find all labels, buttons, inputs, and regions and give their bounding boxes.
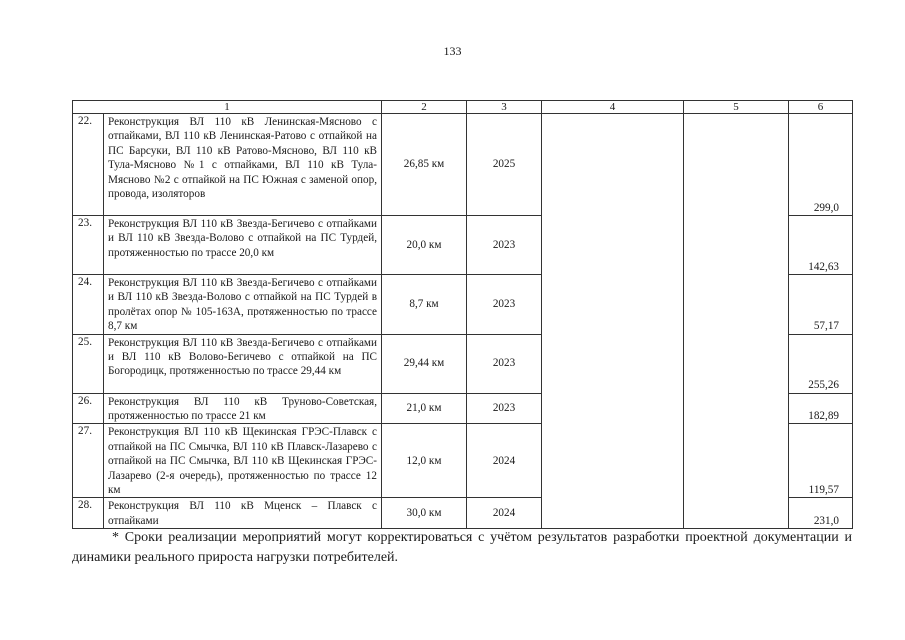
header-col-5: 5 xyxy=(684,101,789,114)
row-value: 119,57 xyxy=(789,424,853,498)
row-number: 26. xyxy=(73,393,104,424)
row-length: 26,85 км xyxy=(382,114,467,216)
row-number: 25. xyxy=(73,334,104,393)
row-length: 8,7 км xyxy=(382,275,467,335)
row-number: 27. xyxy=(73,424,104,498)
row-year: 2023 xyxy=(467,216,542,275)
header-col-6: 6 xyxy=(789,101,853,114)
table-header-row xyxy=(73,101,853,114)
footnote: * Сроки реализации мероприятий могут корректироваться с учётом результатов разработки проектной документации и динамики реального прироста нагрузки потребителей. xyxy=(72,530,852,565)
row-year: 2025 xyxy=(467,114,542,216)
row-year: 2024 xyxy=(467,498,542,529)
page-number: 133 xyxy=(443,44,462,58)
row-description: Реконструкция ВЛ 110 кВ Ленинская-Мясново с отпайками, ВЛ 110 кВ Ленинская-Ратово с отпайкой на ПС Барсуки, ВЛ 110 кВ Ратово-Мясново, ВЛ 110 кВ Тула-Мясново №1 с отпайками, ВЛ 110 кВ Тула-Мясново №2 с отпайкой на ПС Южная с заменой опор, провода, изоляторов xyxy=(104,114,382,216)
row-value: 255,26 xyxy=(789,334,853,393)
row-year: 2023 xyxy=(467,334,542,393)
row-number: 23. xyxy=(73,216,104,275)
col-4-merged-cell xyxy=(542,114,684,529)
row-length: 29,44 км xyxy=(382,334,467,393)
row-description: Реконструкция ВЛ 110 кВ Звезда-Бегичево с отпайками и ВЛ 110 кВ Звезда-Волово с отпайкой на ПС Турдей в пролётах опор № 105-163А, протяженностью по трассе 8,7 км xyxy=(104,275,382,335)
table-row xyxy=(73,114,853,216)
row-description: Реконструкция ВЛ 110 кВ Звезда-Бегичево с отпайками и ВЛ 110 кВ Звезда-Волово с отпайкой на ПС Турдей, протяженностью по трассе 20,0 км xyxy=(104,216,382,275)
row-number: 24. xyxy=(73,275,104,335)
row-value: 299,0 xyxy=(789,114,853,216)
header-col-4: 4 xyxy=(542,101,684,114)
row-length: 21,0 км xyxy=(382,393,467,424)
col-5-merged-cell xyxy=(684,114,789,529)
header-col-3: 3 xyxy=(467,101,542,114)
row-number: 22. xyxy=(73,114,104,216)
row-description: Реконструкция ВЛ 110 кВ Труново-Советская, протяженностью по трассе 21 км xyxy=(104,393,382,424)
header-col-2: 2 xyxy=(382,101,467,114)
row-number: 28. xyxy=(73,498,104,529)
row-value: 182,89 xyxy=(789,393,853,424)
row-year: 2024 xyxy=(467,424,542,498)
row-value: 142,63 xyxy=(789,216,853,275)
investment-table xyxy=(72,100,853,529)
row-year: 2023 xyxy=(467,275,542,335)
header-col-1: 1 xyxy=(73,101,382,114)
row-value: 231,0 xyxy=(789,498,853,529)
row-year: 2023 xyxy=(467,393,542,424)
row-description: Реконструкция ВЛ 110 кВ Звезда-Бегичево с отпайками и ВЛ 110 кВ Волово-Бегичево с отпайкой на ПС Богородицк, протяженностью по трассе 29,44 км xyxy=(104,334,382,393)
row-value: 57,17 xyxy=(789,275,853,335)
row-description: Реконструкция ВЛ 110 кВ Щекинская ГРЭС-Плавск с отпайкой на ПС Смычка, ВЛ 110 кВ Плавск-Лазарево с отпайкой на ПС Смычка, ВЛ 110 кВ Щекинская ГРЭС-Лазарево (2-я очередь), протяженностью по трассе 12 км xyxy=(104,424,382,498)
row-length: 30,0 км xyxy=(382,498,467,529)
row-length: 20,0 км xyxy=(382,216,467,275)
row-description: Реконструкция ВЛ 110 кВ Мценск – Плавск с отпайками xyxy=(104,498,382,529)
row-length: 12,0 км xyxy=(382,424,467,498)
